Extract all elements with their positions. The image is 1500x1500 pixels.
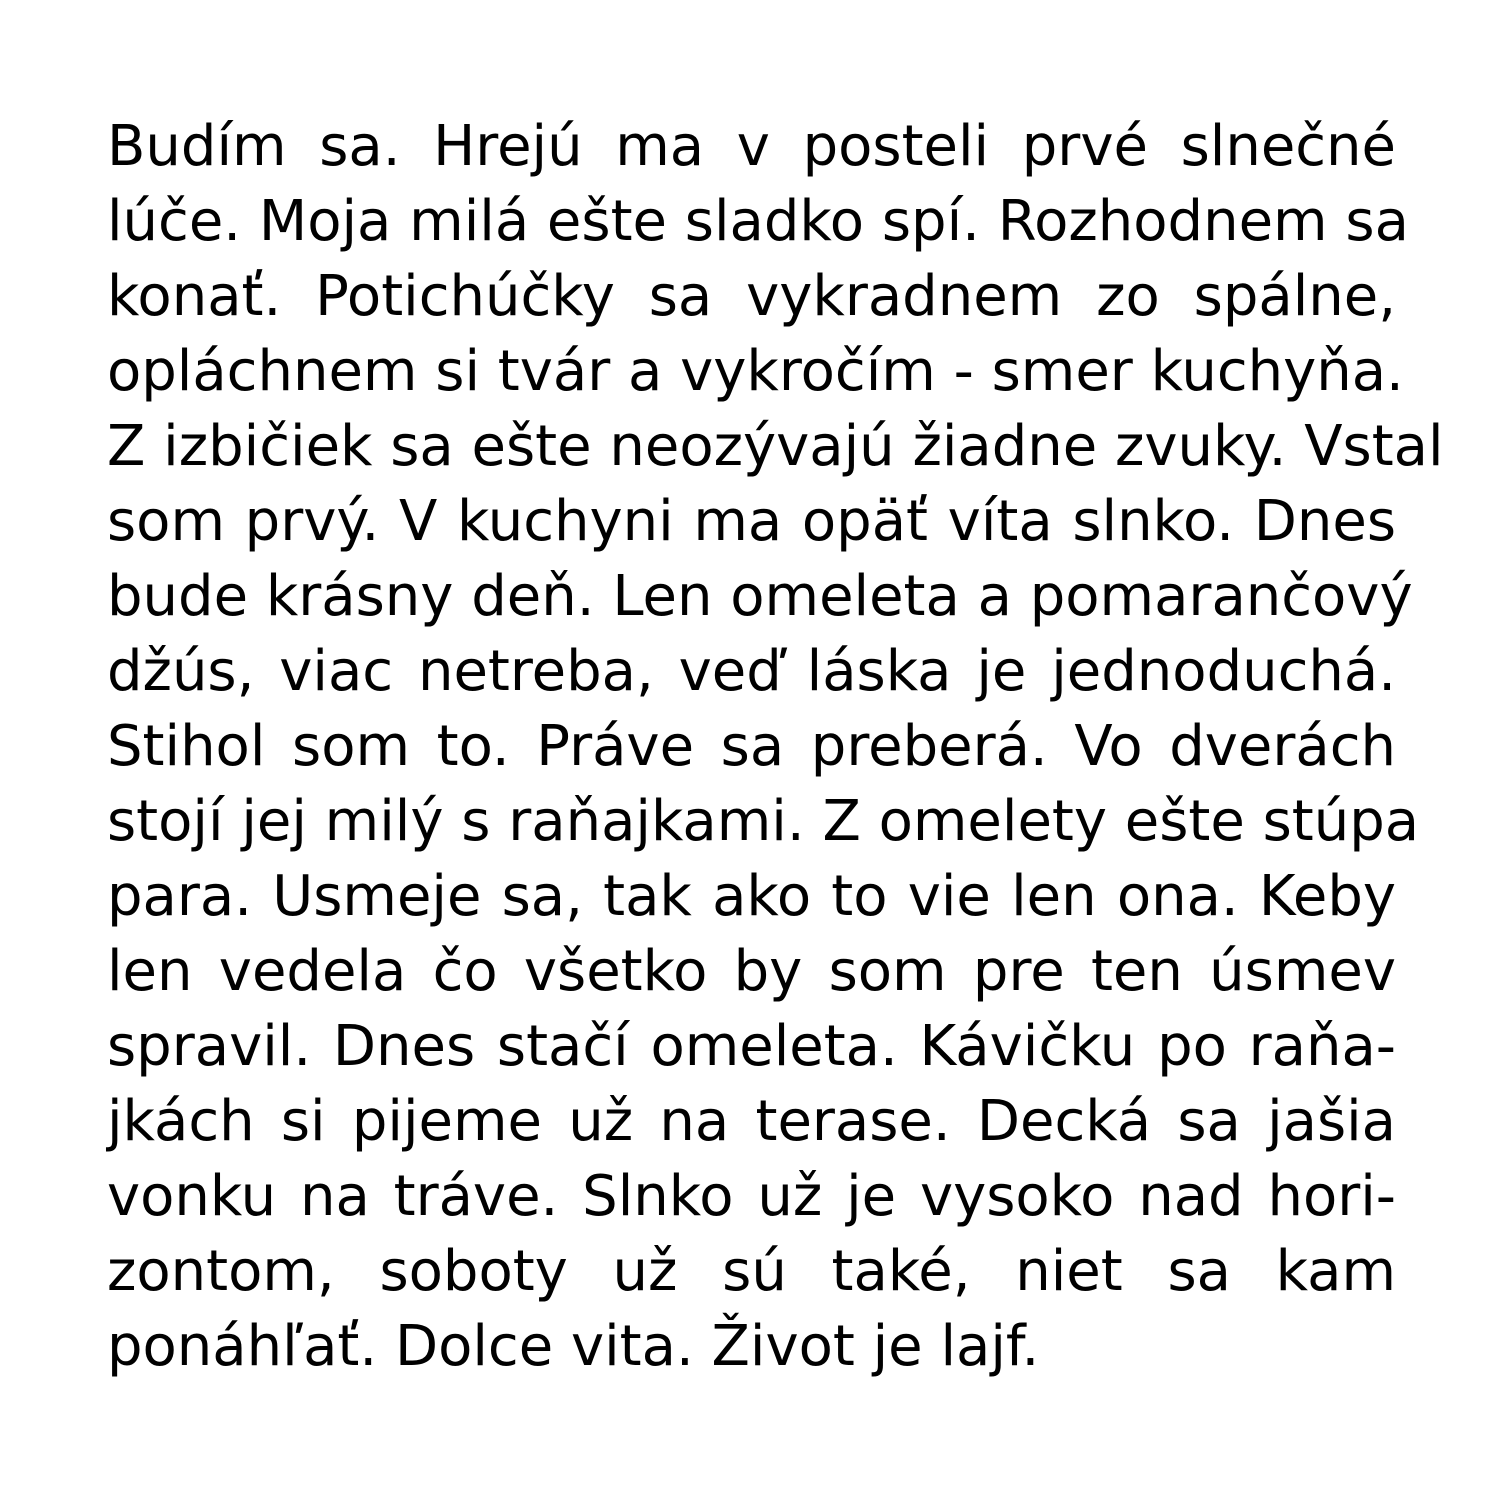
text-line-4: opláchnem si tvár a vykročím - smer kuchyňa. [107,339,1404,404]
text-line-1: Budím sa. Hrejú ma v posteli prvé slnečné [107,114,1396,179]
text-line-17: ponáhľať. Dolce vita. Život je lajf. [107,1314,1040,1379]
text-line-14: jkách si pijeme už na terase. Decká sa jašia [107,1089,1396,1154]
text-line-3: konať. Potichúčky sa vykradnem zo spálne, [107,264,1396,329]
text-line-12: len vedela čo všetko by som pre ten úsmev [107,939,1396,1004]
text-line-8: džús, viac netreba, veď láska je jednoduchá. [107,639,1396,704]
text-line-15: vonku na tráve. Slnko už je vysoko nad hori- [107,1164,1396,1229]
text-line-13: spravil. Dnes stačí omeleta. Kávičku po raňa- [107,1014,1396,1079]
text-line-16: zontom, soboty už sú také, niet sa kam [107,1239,1396,1304]
text-line-9: Stihol som to. Práve sa preberá. Vo dverách [107,714,1396,779]
text-line-10: stojí jej milý s raňajkami. Z omelety ešte stúpa [107,789,1420,854]
text-line-7: bude krásny deň. Len omeleta a pomarančový [107,564,1413,629]
text-line-11: para. Usmeje sa, tak ako to vie len ona. Keby [107,864,1396,929]
text-line-6: som prvý. V kuchyni ma opäť víta slnko. Dnes [107,489,1396,554]
story-text [107,109,1444,1384]
text-line-2: lúče. Moja milá ešte sladko spí. Rozhodnem sa [107,189,1409,254]
text-line-5: Z izbičiek sa ešte neozývajú žiadne zvuky. Vstal [107,414,1444,479]
